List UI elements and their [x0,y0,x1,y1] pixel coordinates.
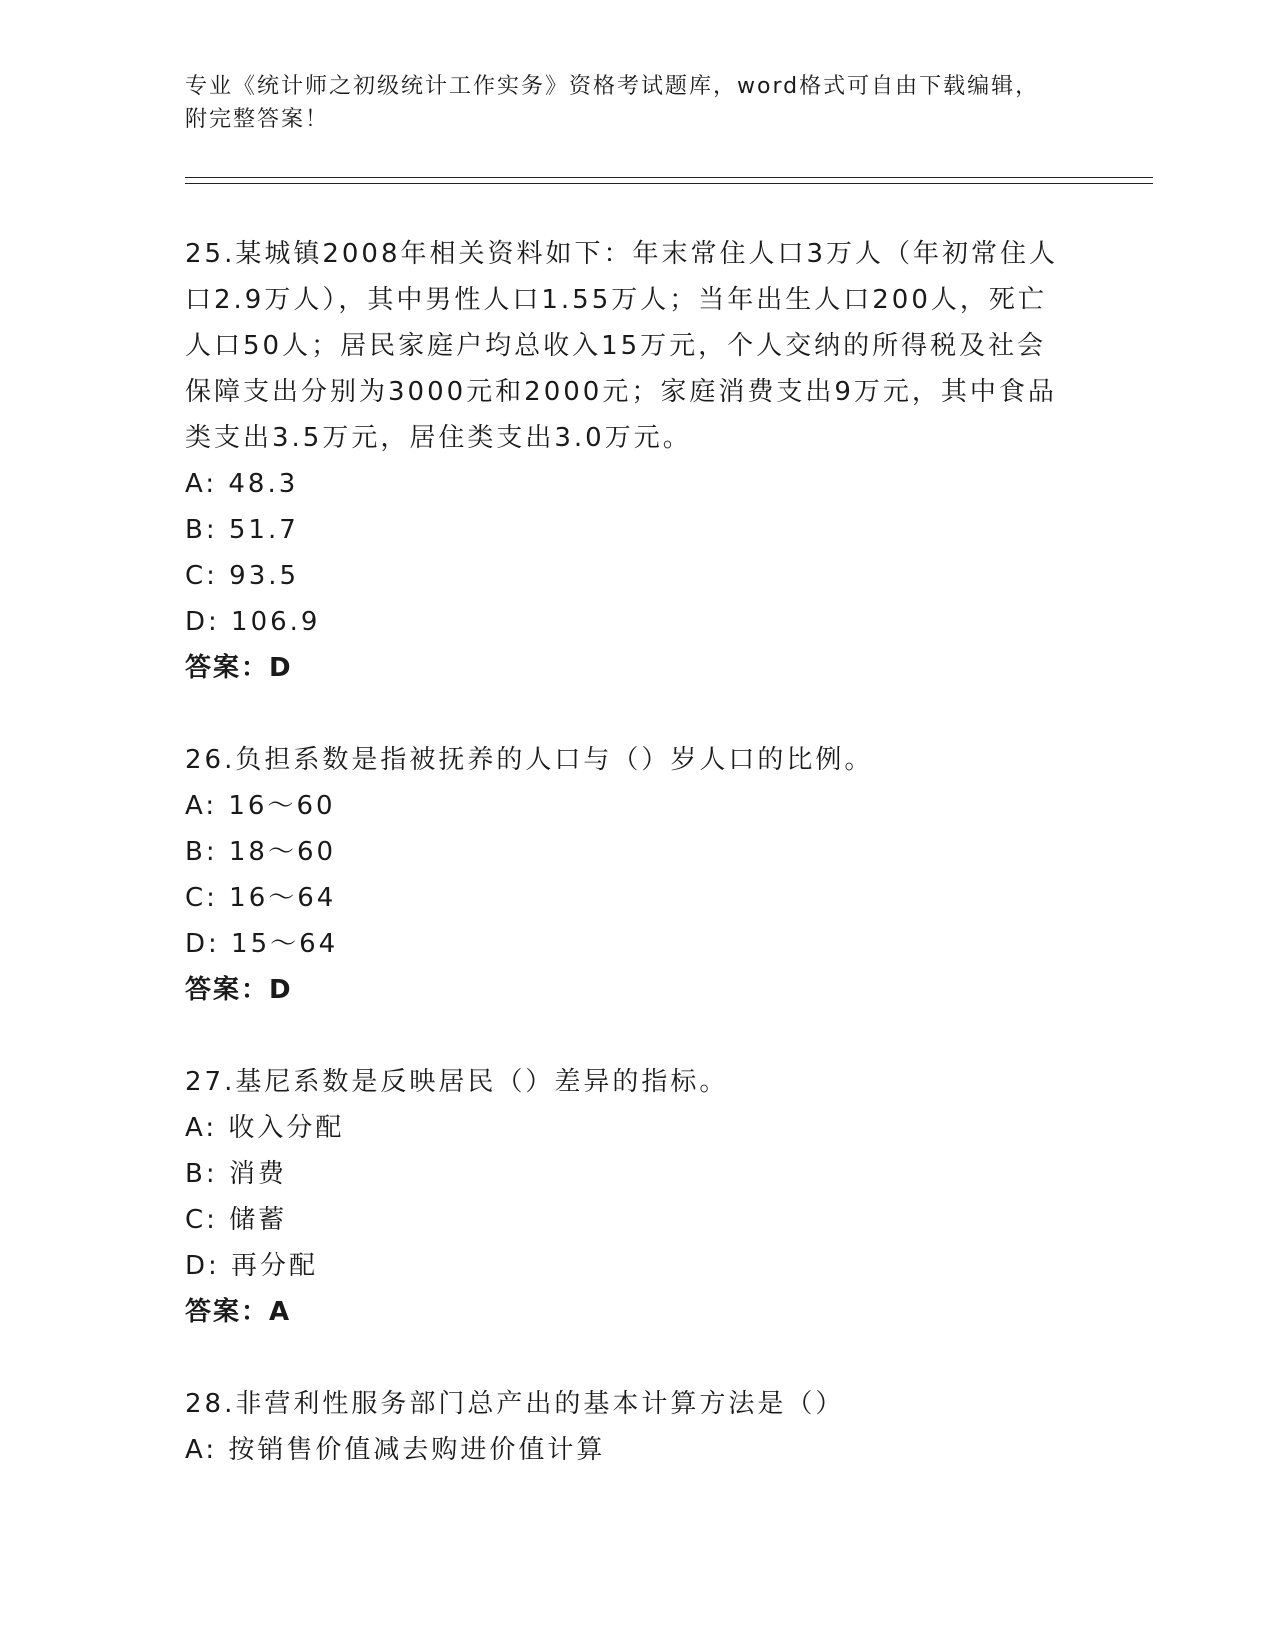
question-25-line-4: 保障支出分别为3000元和2000元；家庭消费支出9万元，其中食品 [185,377,1057,407]
question-25-option-a: A: 48.3 [185,469,299,499]
question-spacer [185,1013,1085,1059]
question-26-option-a: A: 16～60 [185,791,336,821]
question-26-option-c: C: 16～64 [185,883,337,913]
question-28 [185,1381,1085,1473]
question-26-option-b: B: 18～60 [185,837,337,867]
question-25-line-3: 人口50人；居民家庭户均总收入15万元，个人交纳的所得税及社会 [185,331,1047,361]
question-list [185,231,1085,1473]
question-27-option-b: B: 消费 [185,1159,287,1189]
document-header [185,70,1065,136]
question-26-answer: 答案：D [185,975,293,1005]
question-27 [185,1059,1085,1335]
question-28-option-a: A: 按销售价值减去购进价值计算 [185,1435,606,1465]
header-line-1: 专业《统计师之初级统计工作实务》资格考试题库，word格式可自由下载编辑， [185,74,1040,99]
question-25-text [185,231,1085,461]
question-spacer [185,691,1085,737]
header-divider-top [185,177,1153,178]
question-26-option-d: D: 15～64 [185,929,339,959]
question-27-text: 27.基尼系数是反映居民（）差异的指标。 [185,1067,729,1097]
question-25 [185,231,1085,691]
question-27-answer: 答案：A [185,1297,292,1327]
question-27-option-a: A: 收入分配 [185,1113,345,1143]
question-25-answer: 答案：D [185,653,293,683]
question-spacer [185,1335,1085,1381]
question-25-line-5: 类支出3.5万元，居住类支出3.0万元。 [185,423,692,453]
question-25-option-d: D: 106.9 [185,607,321,637]
question-25-option-c: C: 93.5 [185,561,300,591]
question-25-line-2: 口2.9万人），其中男性人口1.55万人；当年出生人口200人，死亡 [185,285,1047,315]
question-27-option-d: D: 再分配 [185,1251,319,1281]
question-26 [185,737,1085,1013]
question-25-option-b: B: 51.7 [185,515,299,545]
header-divider-bottom [185,183,1153,184]
question-27-option-c: C: 储蓄 [185,1205,288,1235]
question-26-text: 26.负担系数是指被抚养的人口与（）岁人口的比例。 [185,745,874,775]
header-line-2: 附完整答案！ [185,107,330,132]
question-25-line-1: 25.某城镇2008年相关资料如下：年末常住人口3万人（年初常住人 [185,239,1059,269]
question-28-text: 28.非营利性服务部门总产出的基本计算方法是（） [185,1389,845,1419]
